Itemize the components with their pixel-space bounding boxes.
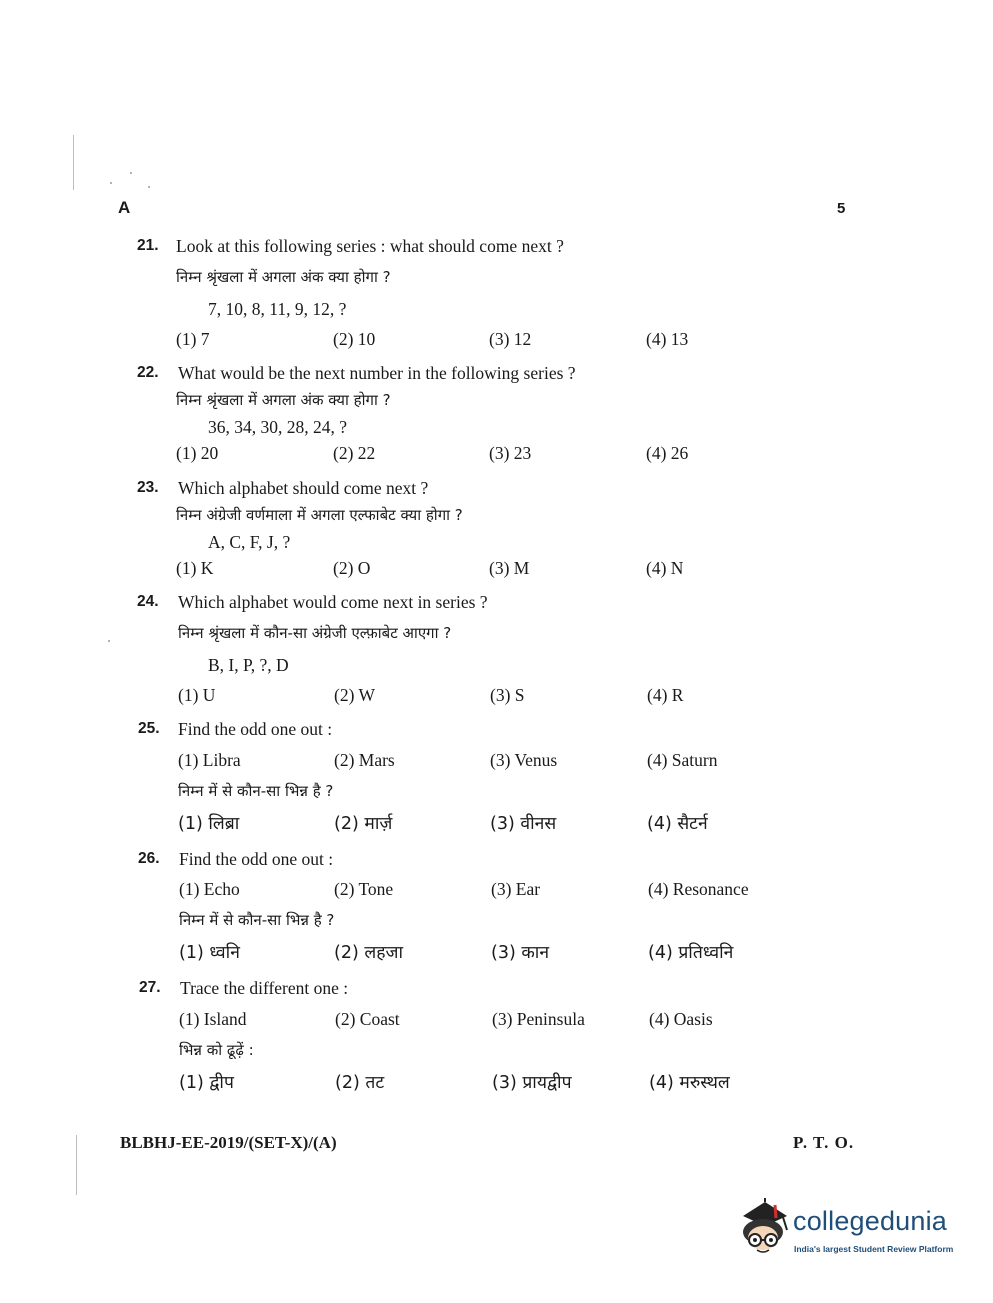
question-text-hindi: निम्न श्रृंखला में अगला अंक क्या होगा ? <box>176 268 391 286</box>
question-text-english: Find the odd one out : <box>179 849 334 869</box>
option-1: (1) U <box>178 685 216 705</box>
option-4-hindi: (4) प्रतिध्वनि <box>648 943 734 963</box>
scan-margin-line <box>73 135 74 190</box>
question-number: 21. <box>137 237 159 254</box>
option-1: (1) Echo <box>179 879 240 899</box>
question-text-english: Find the odd one out : <box>178 719 333 739</box>
question-text-hindi: निम्न अंग्रेजी वर्णमाला में अगला एल्फाबेट क्या होगा ? <box>176 506 463 524</box>
question-series: 36, 34, 30, 28, 24, ? <box>208 417 348 437</box>
mascot-icon <box>735 1196 793 1258</box>
option-3: (3) Peninsula <box>492 1009 585 1029</box>
question-text-english: Which alphabet would come next in series ? <box>178 592 488 612</box>
option-4: (4) Saturn <box>647 750 718 770</box>
option-4: (4) 26 <box>646 443 689 463</box>
question-number: 22. <box>137 364 159 381</box>
question-number: 23. <box>137 479 159 496</box>
option-1-hindi: (1) लिब्रा <box>178 814 240 834</box>
scan-speck <box>130 172 132 174</box>
question-number: 27. <box>139 979 161 996</box>
option-3-hindi: (3) प्रायद्वीप <box>492 1073 572 1093</box>
option-2: (2) W <box>334 685 375 705</box>
option-1: (1) 7 <box>176 329 210 349</box>
option-2-hindi: (2) तट <box>335 1073 385 1093</box>
question-text-hindi: निम्न श्रृंखला में कौन-सा अंग्रेजी एल्फ़ाबेट आएगा ? <box>178 624 452 642</box>
question-text-english: What would be the next number in the following series ? <box>178 363 576 383</box>
scan-margin-line <box>76 1135 77 1195</box>
option-3: (3) M <box>489 558 530 578</box>
question-text-english: Which alphabet should come next ? <box>178 478 429 498</box>
option-4-hindi: (4) सैटर्न <box>647 814 708 834</box>
option-4: (4) 13 <box>646 329 689 349</box>
option-3: (3) Ear <box>491 879 541 899</box>
scan-speck <box>108 640 110 642</box>
option-2: (2) Mars <box>334 750 395 770</box>
paper-code: BLBHJ-EE-2019/(SET-X)/(A) <box>120 1133 337 1152</box>
pto-label: P. T. O. <box>793 1133 855 1152</box>
option-1: (1) 20 <box>176 443 219 463</box>
option-3: (3) S <box>490 685 525 705</box>
question-text-hindi: निम्न श्रृंखला में अगला अंक क्या होगा ? <box>176 391 391 409</box>
option-3: (3) 23 <box>489 443 532 463</box>
option-2: (2) Coast <box>335 1009 400 1029</box>
question-text-english: Trace the different one : <box>180 978 349 998</box>
question-text-hindi: निम्न में से कौन-सा भिन्न है ? <box>179 911 335 929</box>
option-4: (4) Oasis <box>649 1009 713 1029</box>
option-2: (2) O <box>333 558 371 578</box>
option-2-hindi: (2) मार्ज़ <box>334 814 393 834</box>
set-letter: A <box>118 198 131 217</box>
option-2: (2) 10 <box>333 329 376 349</box>
option-2: (2) Tone <box>334 879 394 899</box>
scan-speck <box>148 186 150 188</box>
option-2-hindi: (2) लहजा <box>334 943 404 963</box>
question-series: 7, 10, 8, 11, 9, 12, ? <box>208 299 347 319</box>
collegedunia-logo <box>735 1196 965 1262</box>
option-1: (1) Libra <box>178 750 241 770</box>
brand-name: collegedunia <box>793 1206 948 1236</box>
question-text-hindi: निम्न में से कौन-सा भिन्न है ? <box>178 782 334 800</box>
option-3: (3) 12 <box>489 329 532 349</box>
option-4-hindi: (4) मरुस्थल <box>649 1073 730 1093</box>
option-3: (3) Venus <box>490 750 558 770</box>
page-number: 5 <box>837 200 846 217</box>
option-3-hindi: (3) कान <box>491 943 550 963</box>
question-text-english: Look at this following series : what should come next ? <box>176 236 564 256</box>
option-4: (4) Resonance <box>648 879 749 899</box>
option-1-hindi: (1) द्वीप <box>179 1073 234 1093</box>
option-3-hindi: (3) वीनस <box>490 814 557 834</box>
question-number: 24. <box>137 593 159 610</box>
option-1: (1) Island <box>179 1009 247 1029</box>
question-number: 25. <box>138 720 160 737</box>
question-series: B, I, P, ?, D <box>208 655 289 675</box>
option-1: (1) K <box>176 558 214 578</box>
option-2: (2) 22 <box>333 443 376 463</box>
question-series: A, C, F, J, ? <box>208 532 291 552</box>
option-4: (4) N <box>646 558 684 578</box>
question-text-hindi: भिन्न को ढूढ़ें : <box>179 1041 254 1059</box>
scan-speck <box>110 182 112 184</box>
option-4: (4) R <box>647 685 684 705</box>
question-number: 26. <box>138 850 160 867</box>
option-1-hindi: (1) ध्वनि <box>179 943 240 963</box>
brand-tagline: India's largest Student Review Platform <box>794 1244 954 1254</box>
